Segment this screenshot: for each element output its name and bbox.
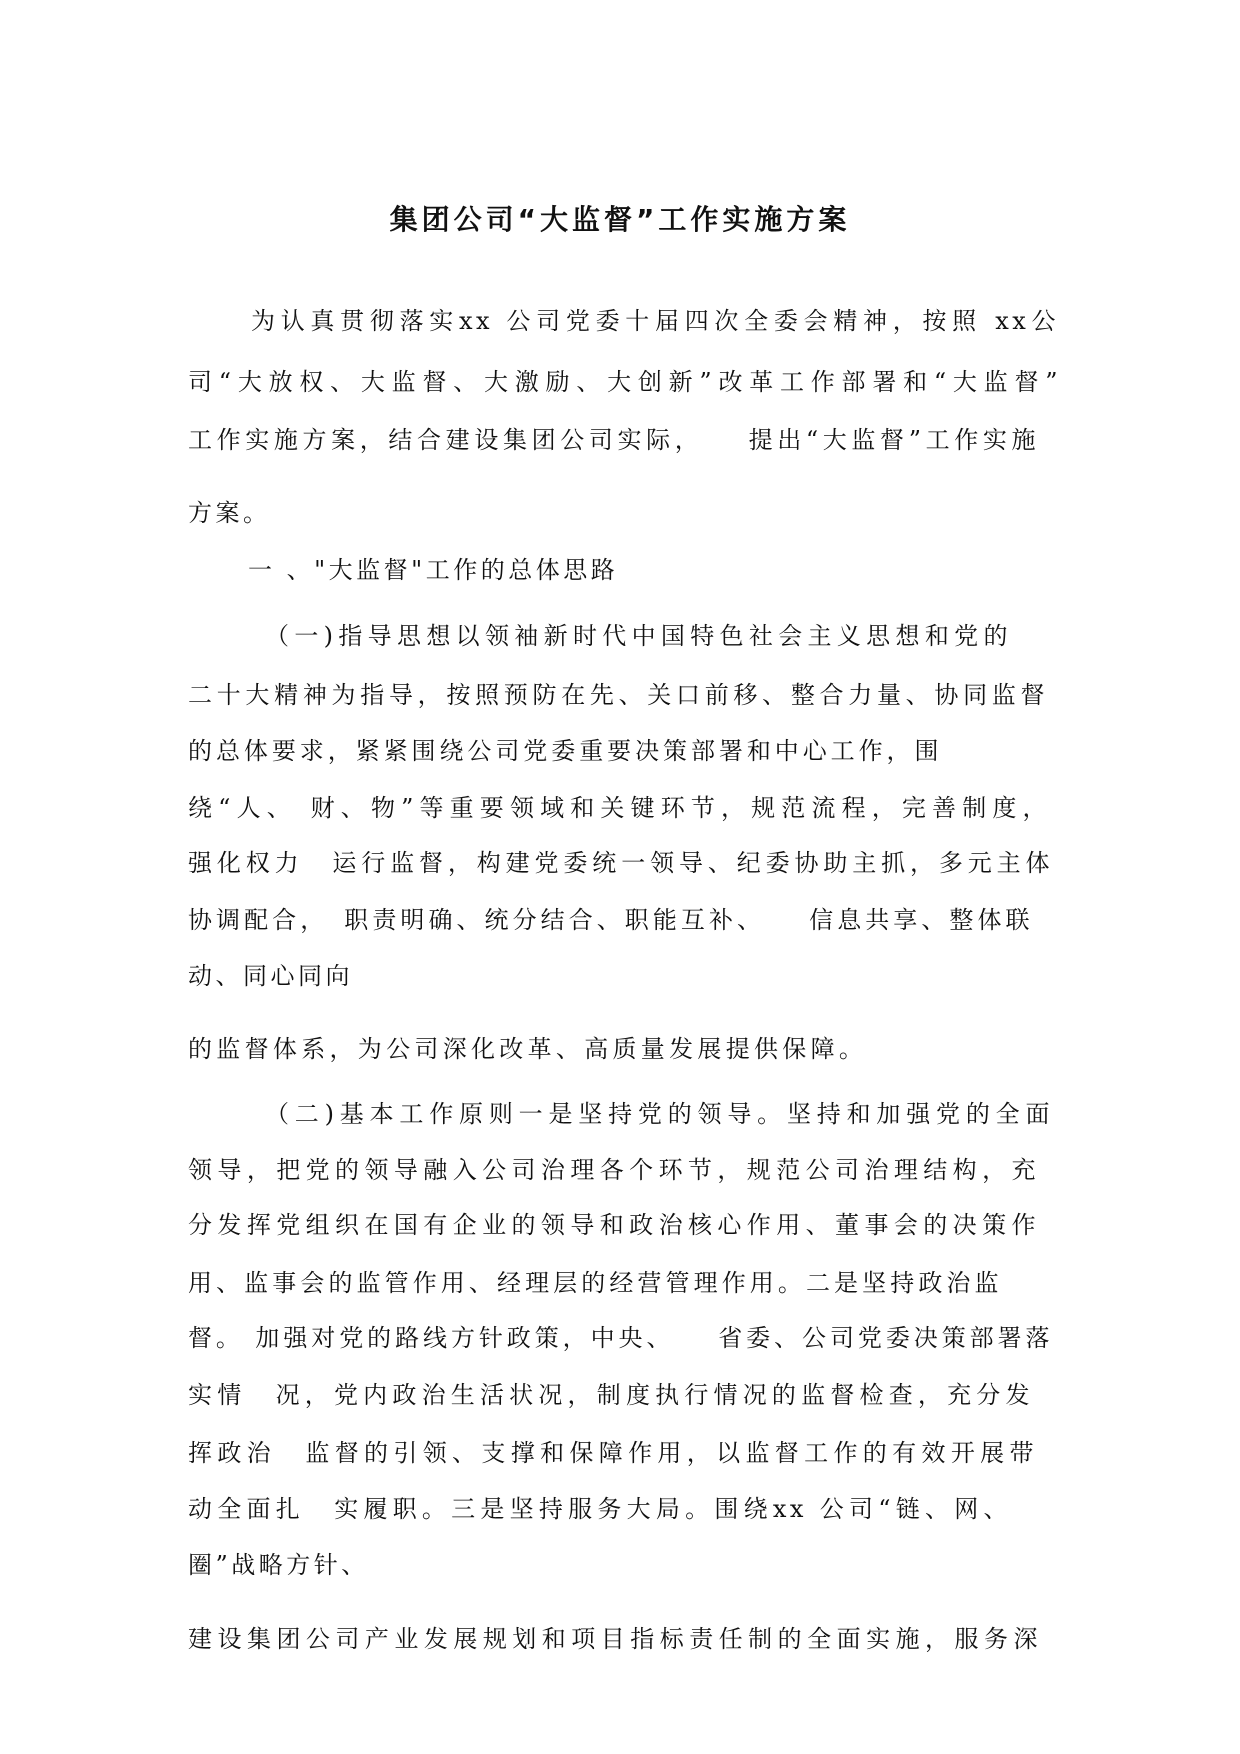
guiding-ideology-paragraph-line: 的监督体系，为公司深化改革、高质量发展提供保障。 — [188, 1035, 868, 1063]
guiding-ideology-paragraph-line: （一)指导思想以领袖新时代中国特色社会主义思想和党的 — [265, 622, 1011, 650]
intro-paragraph-line: 为认真贯彻落实xx 公司党委十届四次全委会精神，按照 xx公 — [251, 307, 1059, 335]
work-principles-paragraph-line: 圈”战略方针、 — [188, 1551, 369, 1579]
work-principles-paragraph-line: 领导，把党的领导融入公司治理各个环节，规范公司治理结构，充 — [188, 1156, 1039, 1184]
guiding-ideology-paragraph-line: 绕“人、 财、物”等重要领域和关键环节，规范流程，完善制度， — [188, 794, 1050, 822]
intro-paragraph-line: 司“大放权、大监督、大激励、大创新”改革工作部署和“大监督” — [188, 368, 1061, 396]
guiding-ideology-paragraph-line: 二十大精神为指导，按照预防在先、关口前移、整合力量、协同监督 — [188, 681, 1048, 709]
work-principles-paragraph-line: 分发挥党组织在国有企业的领导和政治核心作用、董事会的决策作 — [188, 1211, 1039, 1239]
guiding-ideology-paragraph-line: 强化权力 运行监督，构建党委统一领导、纪委协助主抓，多元主体 — [188, 849, 1053, 877]
work-principles-paragraph-line: 建设集团公司产业发展规划和项目指标责任制的全面实施，服务深 — [188, 1625, 1041, 1653]
guiding-ideology-paragraph-line: 协调配合， 职责明确、统分结合、职能互补、 信息共享、整体联 — [188, 906, 1033, 934]
intro-paragraph-line: 工作实施方案，结合建设集团公司实际， 提出“大监督”工作实施 — [188, 426, 1039, 454]
work-principles-paragraph-line: 用、监事会的监管作用、经理层的经营管理作用。二是坚持政治监 — [188, 1269, 1002, 1297]
guiding-ideology-paragraph-line: 动、同心同向 — [188, 962, 353, 990]
work-principles-paragraph-line: 挥政治 监督的引领、支撑和保障作用，以监督工作的有效开展带 — [188, 1439, 1037, 1467]
work-principles-paragraph-line: 实情 况，党内政治生活状况，制度执行情况的监督检查，充分发 — [188, 1381, 1033, 1409]
work-principles-paragraph-line: （二)基本工作原则一是坚持党的领导。坚持和加强党的全面 — [265, 1100, 1053, 1128]
document-title: 集团公司“大监督”工作实施方案 — [389, 203, 851, 236]
intro-paragraph-line: 方案。 — [188, 499, 271, 527]
work-principles-paragraph-line: 动全面扎 实履职。三是坚持服务大局。围绕xx 公司“链、网、 — [188, 1495, 1011, 1523]
section-heading: 一 、"大监督"工作的总体思路 — [248, 556, 619, 584]
work-principles-paragraph-line: 督。 加强对党的路线方针政策，中央、 省委、公司党委决策部署落 — [188, 1324, 1053, 1352]
guiding-ideology-paragraph-line: 的总体要求，紧紧围绕公司党委重要决策部署和中心工作，围 — [188, 737, 942, 765]
